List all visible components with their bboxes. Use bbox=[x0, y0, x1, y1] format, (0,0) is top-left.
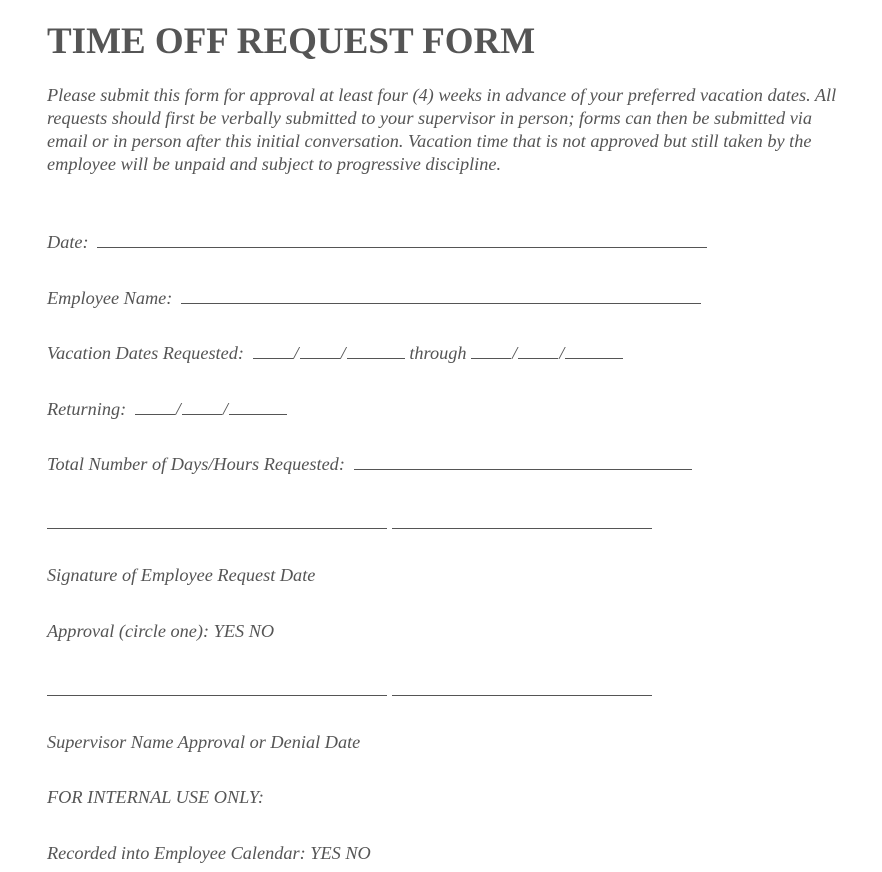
date-separator: / bbox=[559, 343, 565, 363]
vacation-end-day-field[interactable] bbox=[518, 343, 558, 359]
internal-use-label: FOR INTERNAL USE ONLY: bbox=[47, 787, 264, 807]
total-days-label: Total Number of Days/Hours Requested: bbox=[47, 454, 345, 474]
employee-signature-line[interactable] bbox=[47, 528, 387, 529]
approval-denial-date-line[interactable] bbox=[392, 695, 652, 696]
form-instructions: Please submit this form for approval at least four (4) weeks in advance of your preferred vacation dates. All requests should first be verbally submitted to your supervisor in person; forms can then be submitted via email or in person after this initial conversation. Vacation time that is not approved but still taken by the employee will be unpaid and subject to progressive discipline. bbox=[47, 85, 837, 174]
supervisor-caption: Supervisor Name Approval or Denial Date bbox=[47, 732, 361, 752]
form-title: TIME OFF REQUEST FORM bbox=[47, 21, 536, 62]
date-separator: / bbox=[340, 343, 346, 363]
time-off-request-form bbox=[47, 20, 847, 863]
date-row bbox=[47, 231, 707, 253]
vacation-end-year-field[interactable] bbox=[565, 343, 623, 359]
returning-year-field[interactable] bbox=[229, 399, 287, 415]
employee-name-label: Employee Name: bbox=[47, 288, 173, 308]
date-label: Date: bbox=[47, 232, 89, 252]
supervisor-name-line[interactable] bbox=[47, 695, 387, 696]
employee-request-date-line[interactable] bbox=[392, 528, 652, 529]
date-field[interactable] bbox=[97, 232, 707, 248]
vacation-dates-label: Vacation Dates Requested: bbox=[47, 343, 244, 363]
date-separator: / bbox=[222, 399, 228, 419]
total-days-row bbox=[47, 453, 692, 475]
returning-month-field[interactable] bbox=[135, 399, 175, 415]
date-separator: / bbox=[175, 399, 181, 419]
vacation-start-month-field[interactable] bbox=[253, 343, 293, 359]
approval-row: Approval (circle one): YES NO bbox=[47, 621, 275, 641]
date-separator: / bbox=[293, 343, 299, 363]
vacation-dates-row bbox=[47, 342, 623, 364]
employee-name-field[interactable] bbox=[181, 288, 701, 304]
vacation-start-year-field[interactable] bbox=[347, 343, 405, 359]
employee-name-row bbox=[47, 287, 701, 309]
returning-day-field[interactable] bbox=[182, 399, 222, 415]
vacation-start-day-field[interactable] bbox=[300, 343, 340, 359]
returning-label: Returning: bbox=[47, 399, 127, 419]
date-separator: / bbox=[512, 343, 518, 363]
total-days-field[interactable] bbox=[354, 454, 692, 470]
vacation-end-month-field[interactable] bbox=[471, 343, 511, 359]
returning-row bbox=[47, 398, 287, 420]
signature-caption: Signature of Employee Request Date bbox=[47, 565, 316, 585]
through-label: through bbox=[409, 343, 467, 363]
recorded-calendar-row: Recorded into Employee Calendar: YES NO bbox=[47, 843, 371, 863]
